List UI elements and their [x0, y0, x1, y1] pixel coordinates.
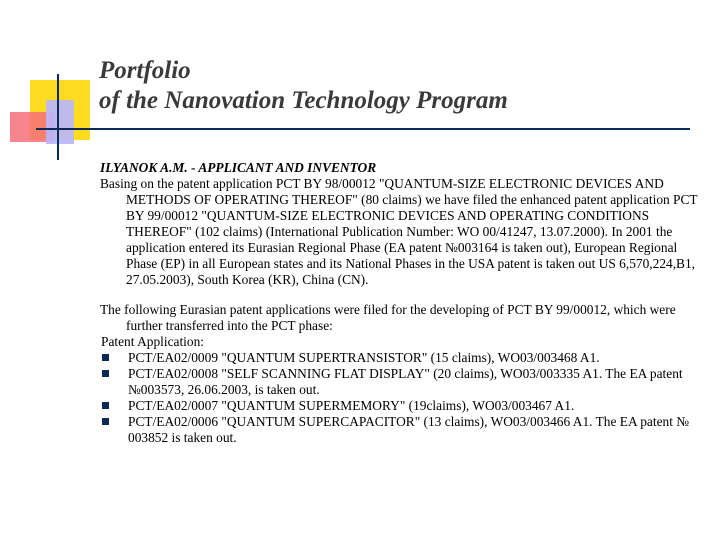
patent-list [100, 350, 700, 446]
decor-blue-square [46, 100, 74, 144]
list-item-text: PCT/EA02/0006 "QUANTUM SUPERCAPACITOR" (13 claims), WO03/003466 A1. The EA patent № 003852 is taken out. [128, 414, 690, 445]
paragraph-pct: Basing on the patent application PCT BY 98/00012 "QUANTUM-SIZE ELECTRONIC DEVICES AND METHODS OF OPERATING THEREOF" (80 claims) we have filed the enhanced patent application PCT BY 99/00012 "QUANTUM-SIZE ELECTRONIC DEVICES AND OPERATING CONDITIONS THEREOF" (102 claims) (International Publication Number: WO 00/41247, 13.07.2000). In 2001 the application entered its Eurasian Regional Phase (EA patent №003164 is taken out), European Regional Phase (EP) in all European states and its National Phases in the USA patent is taken out US 6,570,224,B1, 27.05.2003), South Korea (KR), China (CN). [100, 176, 698, 287]
decor-vertical-line [57, 74, 59, 160]
decor-horizontal-line [36, 128, 690, 130]
square-bullet-icon [102, 354, 109, 361]
patent-application-label: Patent Application: [101, 334, 205, 349]
title-line-2: of the Nanovation Technology Program [99, 87, 508, 114]
list-item [100, 366, 700, 398]
applicant-heading: ILYANOK A.M. - APPLICANT AND INVENTOR [100, 160, 377, 175]
list-item [100, 414, 700, 446]
list-item-text: PCT/EA02/0008 "SELF SCANNING FLAT DISPLAY" (20 claims), WO03/003335 A1. The EA patent №003573, 26.06.2003, is taken out. [128, 366, 683, 397]
paragraph-eurasian: The following Eurasian patent applications were filed for the developing of PCT BY 99/00012, which were further transferred into the PCT phase: [100, 302, 676, 333]
list-item [100, 398, 700, 414]
square-bullet-icon [102, 418, 109, 425]
slide-body [100, 160, 700, 446]
list-item [100, 350, 700, 366]
square-bullet-icon [102, 370, 109, 377]
slide-title [99, 56, 508, 116]
title-line-1: Portfolio [99, 57, 191, 84]
list-item-text: PCT/EA02/0007 "QUANTUM SUPERMEMORY" (19claims), WO03/003467 A1. [128, 398, 575, 413]
square-bullet-icon [102, 402, 109, 409]
list-item-text: PCT/EA02/0009 "QUANTUM SUPERTRANSISTOR" (15 claims), WO03/003468 A1. [128, 350, 600, 365]
